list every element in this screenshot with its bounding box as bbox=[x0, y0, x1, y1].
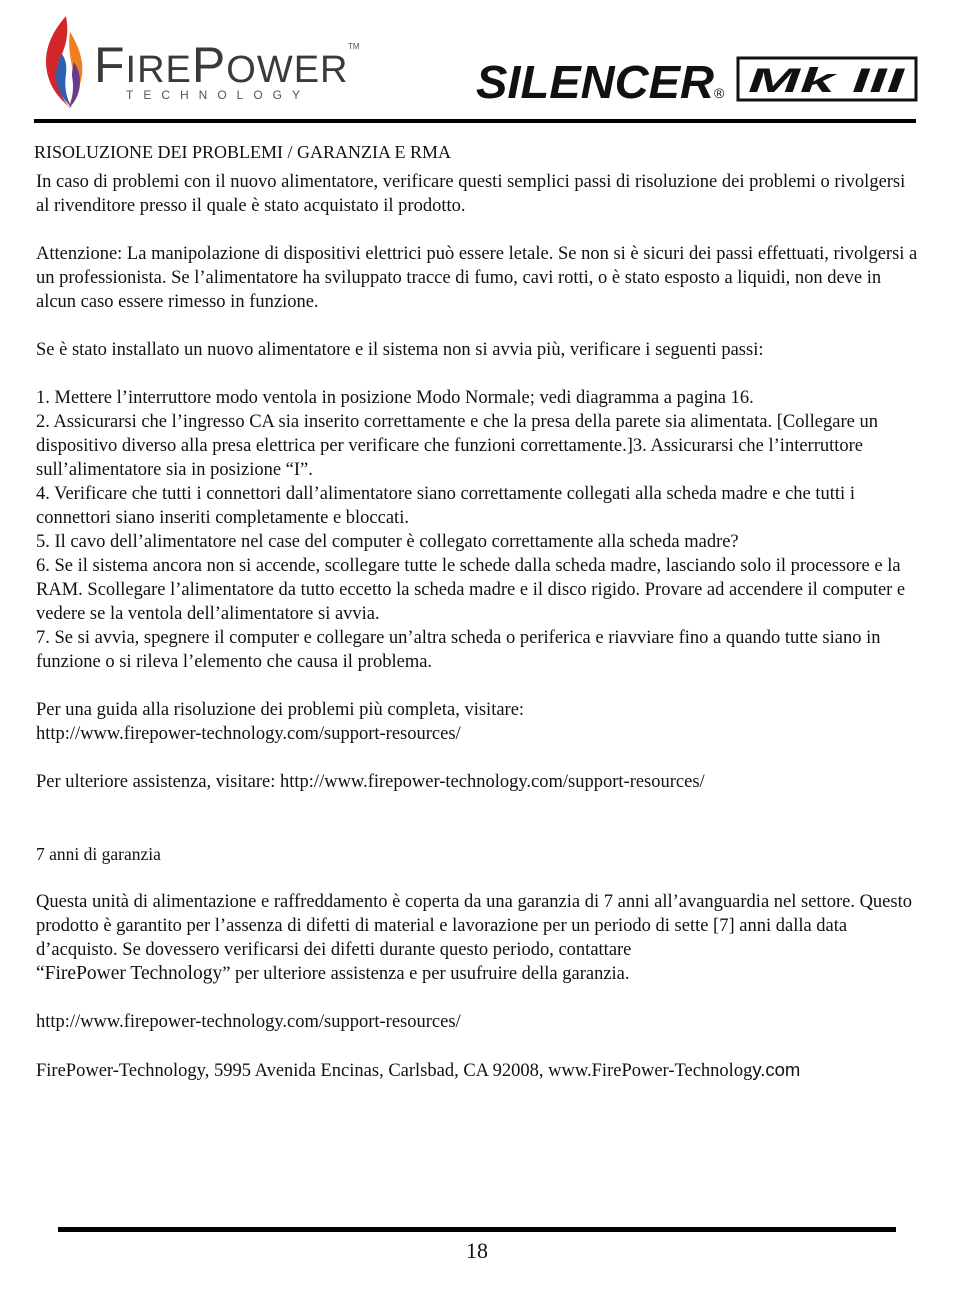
assistance-text: Per ulteriore assistenza, visitare: http://www.firepower-technology.com/support-resources/ bbox=[36, 772, 705, 792]
warranty-body: Questa unità di alimentazione e raffreddamento è coperta da una garanzia di 7 anni all’avanguardia nel settore. Questo prodotto è garantito per l’assenza di difetti di material e lavorazione per un periodo di sette [7] anni dalla data d’acquisto. Se dovessero verificarsi dei difetti durante questo periodo, contattare bbox=[36, 892, 912, 960]
silencer-mk-iii-logo bbox=[472, 54, 918, 108]
warning-paragraph: Attenzione: La manipolazione di dispositivi elettrici può essere letale. Se non si è sicuri dei passi effettuati, rivolgersi a un professionista. Se l’alimentatore ha sviluppato tracce di fumo, cavi rotti, o è stato esposto a liquidi, non deve in alcun caso essere rimesso in funzione. bbox=[36, 244, 918, 312]
page-header bbox=[0, 0, 954, 125]
firepower-logo bbox=[40, 14, 370, 114]
page-number: 18 bbox=[466, 1238, 488, 1263]
step-5: 5. Il cavo dell’alimentatore nel case del computer è collegato correttamente alla scheda madre? bbox=[36, 532, 739, 552]
header-divider bbox=[34, 119, 916, 123]
company-address: FirePower-Technology, 5995 Avenida Encinas, Carlsbad, CA 92008, www.FirePower-Technology.com bbox=[36, 1059, 801, 1081]
guide-url[interactable]: http://www.firepower-technology.com/support-resources/ bbox=[36, 724, 461, 744]
steps-intro: Se è stato installato un nuovo alimentatore e il sistema non si avvia più, verificare i seguenti passi: bbox=[36, 340, 764, 360]
section-title: RISOLUZIONE DEI PROBLEMI / GARANZIA E RMA bbox=[34, 142, 451, 162]
support-url[interactable]: http://www.firepower-technology.com/support-resources/ bbox=[36, 1012, 461, 1032]
brand-name: FIREPOWER bbox=[94, 37, 349, 93]
step-2-3: 2. Assicurarsi che l’ingresso CA sia inserito correttamente e che la presa della parete sia alimentata. [Collegare un dispositivo diverso alla presa elettrica per verificare che funzioni correttamente.]3. Assicurarsi che l’interruttore sull’alimentatore sia in posizione “I”. bbox=[36, 412, 878, 480]
page-content bbox=[36, 170, 920, 1083]
step-7: 7. Se si avvia, spegnere il computer e collegare un’altra scheda o periferica e riavviare fino a quando tutte siano in funzione o si rileva l’elemento che causa il problema. bbox=[36, 628, 881, 672]
warranty-tail: ” per ulteriore assistenza e per usufruire della garanzia. bbox=[222, 964, 630, 984]
registered-mark: ® bbox=[714, 85, 725, 101]
product-name: SILENCER bbox=[476, 56, 714, 108]
warranty-brand: “FirePower Technology bbox=[36, 963, 223, 984]
flame-icon bbox=[40, 14, 90, 110]
step-1: 1. Mettere l’interruttore modo ventola in posizione Modo Normale; vedi diagramma a pagina 16. bbox=[36, 388, 754, 408]
warranty-title: 7 anni di garanzia bbox=[36, 844, 161, 864]
intro-paragraph: In caso di problemi con il nuovo alimentatore, verificare questi semplici passi di risoluzione dei problemi o rivolgersi al rivenditore presso il quale è stato acquistato il prodotto. bbox=[36, 172, 906, 216]
step-4: 4. Verificare che tutti i connettori dall’alimentatore siano correttamente collegati alla scheda madre e che tutti i connettori siano inseriti completamente e bloccati. bbox=[36, 484, 855, 528]
step-6: 6. Se il sistema ancora non si accende, scollegare tutte le schede dalla scheda madre, lasciando solo il processore e la RAM. Scollegare l’alimentatore da tutto eccetto la scheda madre e il disco rigido. Provare ad accendere il computer e vedere se la ventola dell’alimentatore si avvia. bbox=[36, 556, 906, 624]
guide-text: Per una guida alla risoluzione dei problemi più completa, visitare: bbox=[36, 700, 525, 720]
warranty-contact-line bbox=[36, 962, 920, 986]
brand-subtitle: TECHNOLOGY bbox=[126, 88, 311, 102]
product-suffix: Mk III bbox=[748, 62, 907, 100]
trademark-mark: TM bbox=[348, 42, 360, 51]
footer-divider bbox=[58, 1227, 896, 1232]
